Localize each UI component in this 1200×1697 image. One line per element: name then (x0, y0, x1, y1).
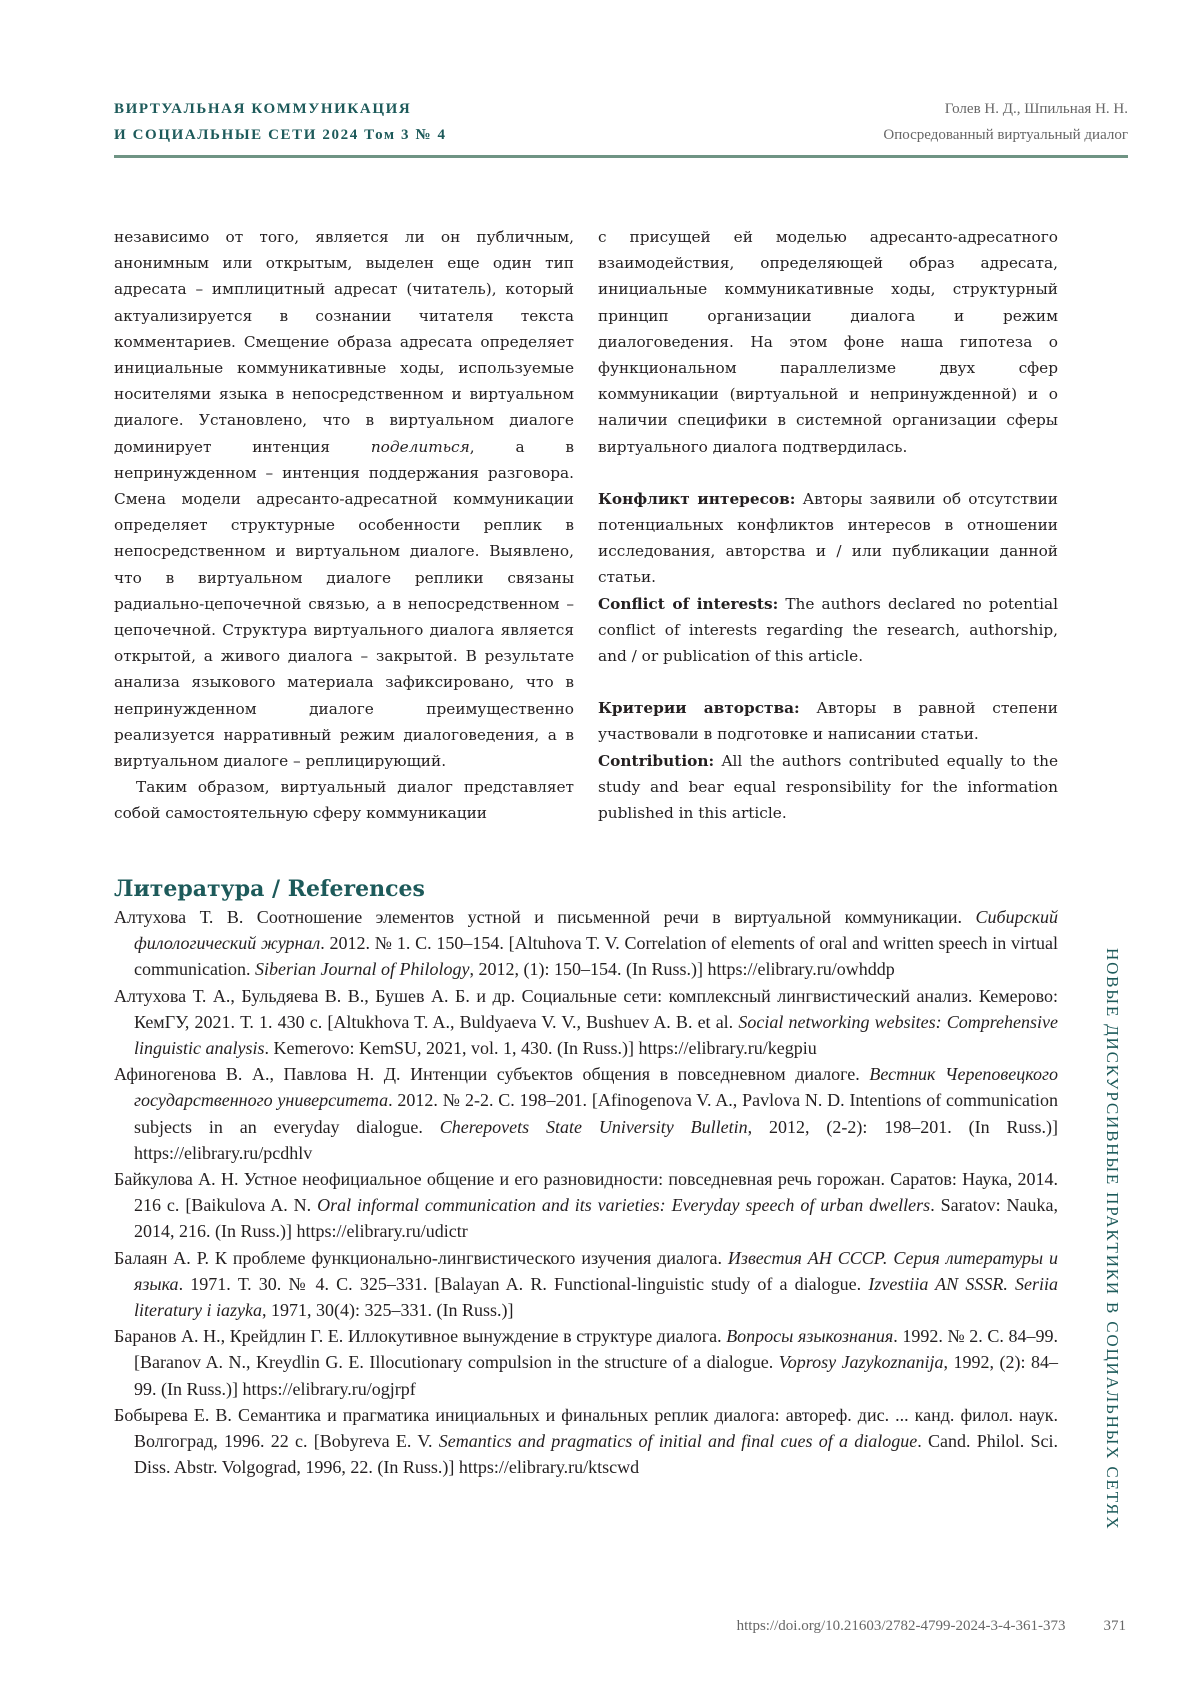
doi-link[interactable]: https://doi.org/10.21603/2782-4799-2024-3-4-361-373 (737, 1618, 1066, 1634)
text-run: . 1992. № 2. С. 84–99. [Baranov A. N., Kreydlin G. E. Illocutionary compulsion in the structure of a dialogue. (134, 1326, 1058, 1372)
text-run: The authors declared no potential conflict of interests regarding the research, authorship, and / or publication of this article. (598, 595, 1058, 665)
reference-item (114, 1323, 1058, 1402)
text-run: Алтухова Т. А., Бульдяева В. В., Бушев А. Б. и др. Социальные сети: комплексный лингвистический анализ. Кемерово: КемГУ, 2021. Т. 1. 430 с. [Altukhova T. A., Buldyaeva V. V., Bushuev A. B. et al. (114, 986, 1058, 1032)
text-run: Афиногенова В. А., Павлова Н. Д. Интенции субъектов общения в повседневном диалоге. (114, 1064, 869, 1084)
italic-text: Известия АН СССР. Серия литературы и языка (134, 1248, 1058, 1294)
italic-text: Semantics and pragmatics of initial and final cues of a dialogue (439, 1431, 917, 1451)
bold-label: Contribution: (598, 752, 714, 770)
left-column (114, 224, 574, 827)
italic-text: Voprosy Jazykoznanija (779, 1352, 944, 1372)
bold-label: Критерии авторства: (598, 699, 800, 717)
bold-label: Conflict of interests: (598, 595, 778, 613)
body-paragraph (114, 774, 574, 826)
text-run: Таким образом, виртуальный диалог представляет собой самостоятельную сферу коммуникации (114, 778, 574, 822)
page-body (114, 224, 1058, 1635)
article-title: Опосредованный виртуальный диалог (883, 122, 1128, 148)
page-number: 371 (1104, 1618, 1127, 1634)
reference-item (114, 1166, 1058, 1245)
references-list (114, 904, 1058, 1480)
body-paragraph (598, 486, 1058, 591)
text-run: . 1971. Т. 30. № 4. С. 325–331. [Balayan A. R. Functional-linguistic study of a dialogue. (179, 1274, 869, 1294)
text-run: Авторы в равной степени участвовали в подготовке и написании статьи. (598, 699, 1058, 743)
text-run: . Kemerovo: KemSU, 2021, vol. 1, 430. (In Russ.)] https://elibrary.ru/kegpiu (265, 1038, 817, 1058)
text-run: , 2012, (2-2): 198–201. (In Russ.)] https://elibrary.ru/pcdhlv (134, 1117, 1058, 1163)
text-run: . Cand. Philol. Sci. Diss. Abstr. Volgograd, 1996, 22. (In Russ.)] https://elibrary.ru/ktscwd (134, 1431, 1058, 1477)
italic-text: Вестник Череповецкого государственного университета (134, 1064, 1058, 1110)
journal-title-line1: ВИРТУАЛЬНАЯ КОММУНИКАЦИЯ (114, 96, 447, 122)
reference-item (114, 904, 1058, 983)
header-divider (114, 155, 1128, 158)
journal-title-line2: И СОЦИАЛЬНЫЕ СЕТИ 2024 Том 3 № 4 (114, 122, 447, 148)
text-run: . Saratov: Nauka, 2014, 216. (In Russ.)] https://elibrary.ru/udictr (134, 1195, 1058, 1241)
italic-text: Вопросы языкознания (726, 1326, 893, 1346)
text-run: All the authors contributed equally to the study and bear equal responsibility for the information published in this article. (598, 752, 1058, 822)
section-side-label: НОВЫЕ ДИСКУРСИВНЫЕ ПРАКТИКИ В СОЦИАЛЬНЫХ СЕТЯХ (1102, 948, 1122, 1530)
text-run: , а в непринужденном – интенция поддержания разговора. Смена модели адресанто-адресатной коммуникации определяет структурные особенности реплик в непосредственном и виртуальном диалоге. Выявлено, что в виртуальном диалоге реплики связаны радиально-цепочечной связью, а в непосредственном – цепочечной. Структура виртуального диалога является открытой, а живого диалога – закрытой. В результате анализа языкового материала зафиксировано, что в непринужденном диалоге преимущественно реализуется нарративный режим диалоговедения, а в виртуальном диалоге – реплицирующий. (114, 438, 574, 770)
body-paragraph (598, 224, 1058, 460)
text-run: , 2012, (1): 150–154. (In Russ.)] https://elibrary.ru/owhddp (469, 959, 894, 979)
text-run: Байкулова А. Н. Устное неофициальное общение и его разновидности: повседневная речь горожан. Саратов: Наука, 2014. 216 с. [Baikulova A. N. (114, 1169, 1058, 1215)
text-run: . 2012. № 2-2. С. 198–201. [Afinogenova V. A., Pavlova N. D. Intentions of communication subjects in an everyday dialogue. (134, 1090, 1058, 1136)
reference-item (114, 1245, 1058, 1324)
text-run: . 2012. № 1. С. 150–154. [Altuhova T. V. Correlation of elements of oral and written speech in virtual communication. (134, 933, 1058, 979)
text-run: Алтухова Т. В. Соотношение элементов устной и письменной речи в виртуальной коммуникации. (114, 907, 976, 927)
italic-text: Cherepovets State University Bulletin (440, 1117, 748, 1137)
italic-text: Oral informal communication and its varieties: Everyday speech of urban dwellers (317, 1195, 930, 1215)
page-footer (114, 1598, 1126, 1635)
references-heading: Литература / References (114, 874, 1058, 904)
text-run: Балаян А. Р. К проблеме функционально-лингвистического изучения диалога. (114, 1248, 728, 1268)
reference-item (114, 1061, 1058, 1166)
text-run: с присущей ей моделью адресанто-адресатного взаимодействия, определяющей образ адресата, инициальные коммуникативные ходы, структурный принцип организации диалога и режим диалоговедения. На этом фоне наша гипотеза о функциональном параллелизме двух сфер коммуникации (виртуальной и непринужденной) и о наличии специфики в системной организации сферы виртуального диалога подтвердилась. (598, 228, 1058, 456)
italic-text: Social networking websites: Comprehensive linguistic analysis (134, 1012, 1058, 1058)
text-run: , 1971, 30(4): 325–331. (In Russ.)] (262, 1300, 513, 1320)
text-run: Бобырева Е. В. Семантика и прагматика инициальных и финальных реплик диалога: автореф. дис. ... канд. филол. наук. Волгоград, 1996. 22 с. [Bobyreva E. V. (114, 1405, 1058, 1451)
reference-item (114, 983, 1058, 1062)
text-run: Баранов А. Н., Крейдлин Г. Е. Иллокутивное вынуждение в структуре диалога. (114, 1326, 726, 1346)
body-paragraph (114, 224, 574, 774)
reference-item (114, 1402, 1058, 1481)
right-column (598, 224, 1058, 826)
running-header (883, 96, 1128, 148)
body-paragraph (598, 695, 1058, 747)
italic-text: поделиться (371, 438, 470, 456)
journal-title (114, 96, 447, 148)
italic-text: Сибирский филологический журнал (134, 907, 1058, 953)
two-column-text (114, 224, 1058, 864)
text-run: , 1992, (2): 84–99. (In Russ.)] https://elibrary.ru/ogjrpf (134, 1352, 1058, 1398)
text-run: независимо от того, является ли он публичным, анонимным или открытым, выделен еще один тип адресата – имплицитный адресат (читатель), который актуализируется в сознании читателя текста комментариев. Смещение образа адресата определяет инициальные коммуникативные ходы, используемые носителями языка в непосредственном и виртуальном диалоге. Установлено, что в виртуальном диалоге доминирует интенция (114, 228, 574, 456)
body-paragraph (598, 591, 1058, 670)
bold-label: Конфликт интересов: (598, 490, 795, 508)
italic-text: Izvestiia AN SSSR. Seriia literatury i iazyka (134, 1274, 1058, 1320)
italic-text: Siberian Journal of Philology (255, 959, 469, 979)
text-run: Авторы заявили об отсутствии потенциальных конфликтов интересов в отношении исследования, авторства и / или публикации данной статьи. (598, 490, 1058, 587)
authors: Голев Н. Д., Шпильная Н. Н. (883, 96, 1128, 122)
body-paragraph (598, 748, 1058, 827)
